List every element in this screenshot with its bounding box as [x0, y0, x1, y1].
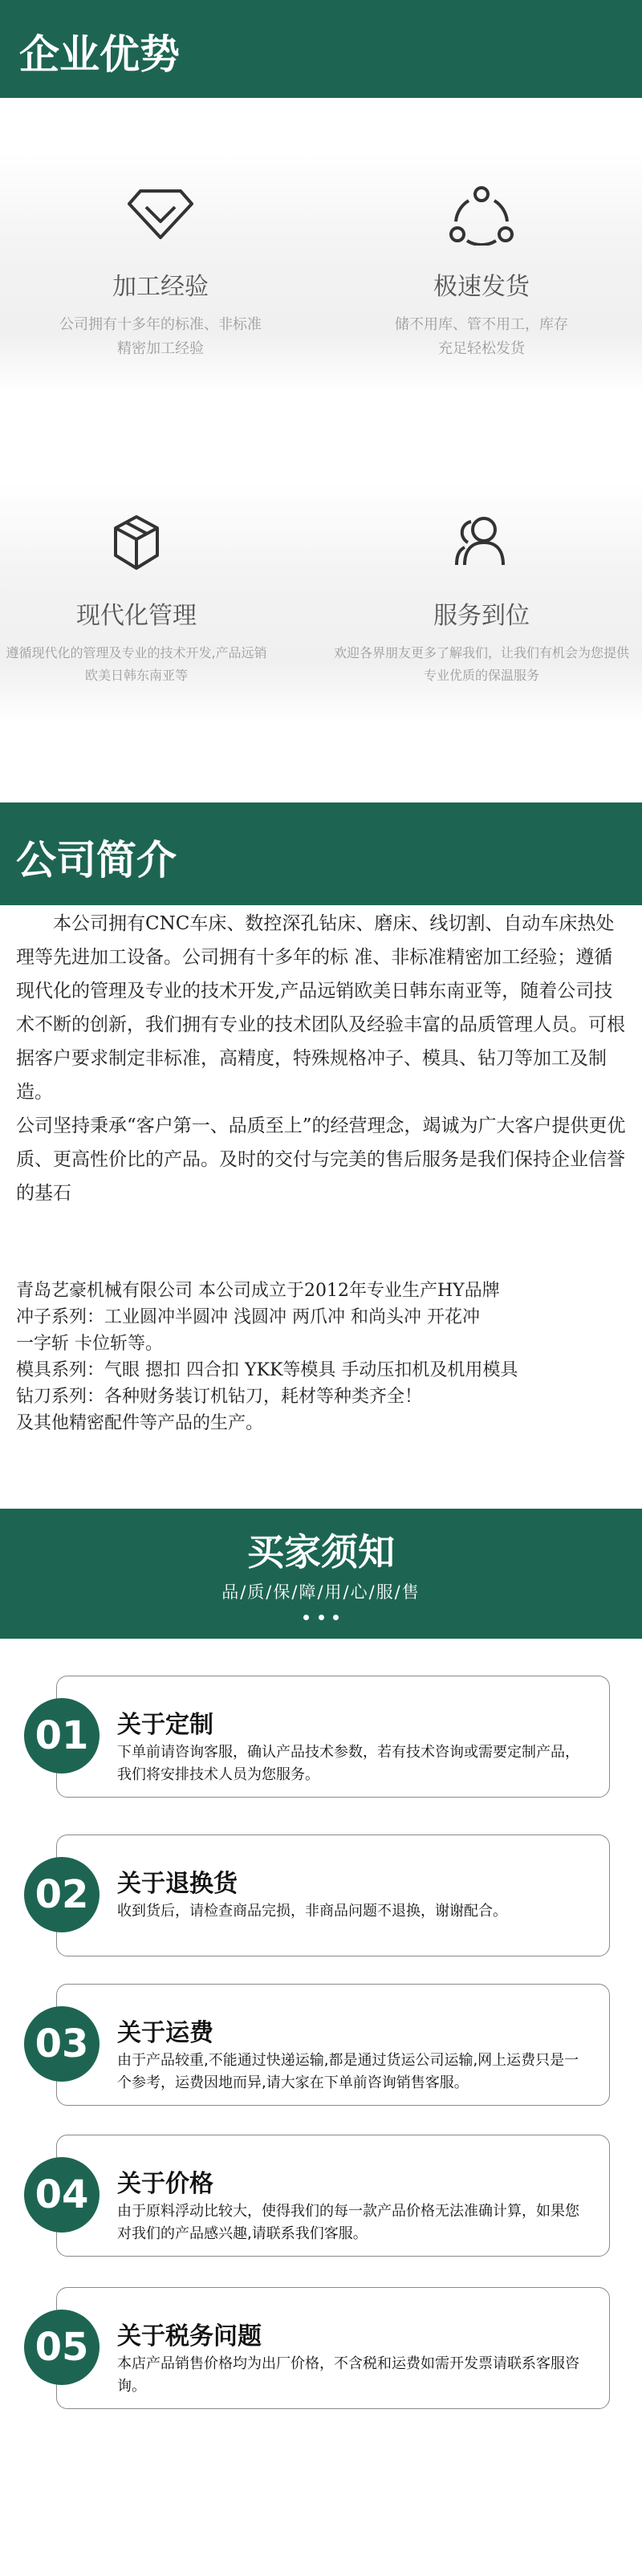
info-line: 冲子系列：工业圆冲半圆冲 浅圆冲 两爪冲 和尚头冲 开花冲	[16, 1307, 480, 1327]
notice-content	[56, 2287, 610, 2409]
notice-item-body: 下单前请咨询客服，确认产品技术参数，若有技术咨询或需要定制产品，我们将安排技术人员为您服务。	[117, 1744, 579, 1783]
notice-item-title: 关于退换货	[117, 1870, 238, 1898]
notice-number-badge: 05	[24, 2310, 100, 2385]
advantage-title: 现代化管理	[76, 602, 197, 630]
advantage-desc-line: 欢迎各界朋友更多了解我们，让我们有机会为您提供	[333, 645, 629, 660]
advantage-desc-line: 充足轻松发货	[438, 340, 525, 357]
notice-item-title: 关于定制	[117, 1711, 213, 1739]
info-line: 一字斩 卡位斩等。	[16, 1334, 163, 1354]
advantage-desc	[0, 313, 321, 361]
network-cycle-icon	[448, 185, 515, 246]
notice-header-band	[0, 1509, 642, 1639]
advantage-item-delivery	[321, 152, 642, 393]
pagination-dots	[0, 1608, 642, 1623]
intro-paragraph-2: 公司坚持秉承“客户第一、品质至上”的经营理念，竭诚为广大客户提供更优质、更高性价比的产品。及时的交付与完美的售后服务是我们保持企业信誉的基石	[16, 1115, 626, 1204]
people-icon	[453, 514, 510, 570]
notice-item-body: 收到货后，请检查商品完损，非商品问题不退换，谢谢配合。	[117, 1903, 507, 1920]
notice-number-badge: 01	[24, 1698, 100, 1774]
advantage-item-processing	[0, 152, 321, 393]
advantage-desc-line: 专业优质的保温服务	[423, 668, 539, 683]
notice-item-body: 本店产品销售价格均为出厂价格，不含税和运费如需开发票请联系客服咨询。	[117, 2355, 579, 2395]
advantage-title: 服务到位	[433, 602, 530, 630]
notice-number-badge: 04	[24, 2157, 100, 2233]
notice-content	[56, 1676, 610, 1798]
info-line: 钻刀系列：各种财务装订机钻刀，耗材等种类齐全！	[16, 1387, 423, 1407]
diamond-icon	[126, 186, 195, 242]
notice-item-title: 关于运费	[117, 2019, 213, 2047]
dot-icon	[303, 1615, 309, 1620]
advantage-desc-line: 公司拥有十多年的标准、非标准	[59, 316, 262, 333]
notice-content	[56, 1834, 610, 1956]
notice-title: 买家须知	[247, 1530, 395, 1574]
dot-icon	[319, 1615, 324, 1620]
advantage-item-management	[0, 481, 297, 722]
advantage-desc	[0, 642, 297, 687]
notice-item-title: 关于税务问题	[117, 2322, 262, 2350]
notice-item-body: 由于原料浮动比较大，使得我们的每一款产品价格无法准确计算，如果您对我们的产品感兴趣,请联系我们客服。	[117, 2203, 579, 2242]
notice-subtitle: 品/质/保/障/用/心/服/售	[221, 1583, 421, 1602]
intro-paragraph-1: 本公司拥有CNC车床、数控深孔钻床、磨床、线切割、自动车床热处理等先进加工设备。公司拥有十多年的标 准、非标准精密加工经验；遵循现代化的管理及专业的技术开发,产品远销欧美日韩东南亚等，随着公司技术不断的创新，我们拥有专业的技术团队及经验丰富的品质管理人员。可根据客户要求制定非标准，高精度，特殊规格冲子、模具、钻刀等加工及制造。	[16, 913, 625, 1103]
intro-title: 公司简介	[16, 836, 177, 884]
advantage-desc-line: 欧美日韩东南亚等	[84, 668, 188, 683]
intro-header-band	[0, 802, 642, 905]
notice-content	[56, 2135, 610, 2257]
notice-number-badge: 03	[24, 2006, 100, 2082]
dot-icon	[333, 1615, 339, 1620]
notice-item-title: 关于价格	[117, 2170, 213, 2198]
advantage-desc	[321, 642, 642, 687]
intro-body	[16, 907, 626, 1210]
info-line: 模具系列：气眼 摁扣 四合扣 YKK等模具 手动压扣机及机用模具	[16, 1360, 518, 1380]
info-line: 及其他精密配件等产品的生产。	[16, 1413, 264, 1433]
advantages-title: 企业优势	[19, 31, 180, 78]
advantage-desc	[321, 313, 642, 361]
cube-icon	[112, 514, 160, 571]
advantage-title: 加工经验	[112, 273, 209, 301]
notice-item-body: 由于产品较重,不能通过快递运输,都是通过货运公司运输,网上运费只是一个参考，运费因地而异,请大家在下单前咨询销售客服。	[117, 2052, 579, 2091]
advantage-item-service	[321, 481, 642, 722]
advantages-header-band	[0, 0, 642, 98]
company-info	[16, 1278, 634, 1436]
advantage-desc-line: 遵循现代化的管理及专业的技术开发,产品远销	[6, 645, 267, 660]
notice-number-badge: 02	[24, 1857, 100, 1932]
notice-content	[56, 1984, 610, 2106]
advantage-title: 极速发货	[433, 273, 530, 301]
advantage-desc-line: 精密加工经验	[117, 340, 204, 357]
advantage-desc-line: 储不用库、管不用工，库存	[395, 316, 568, 333]
info-line: 青岛艺豪机械有限公司 本公司成立于2012年专业生产HY品牌	[16, 1281, 500, 1301]
